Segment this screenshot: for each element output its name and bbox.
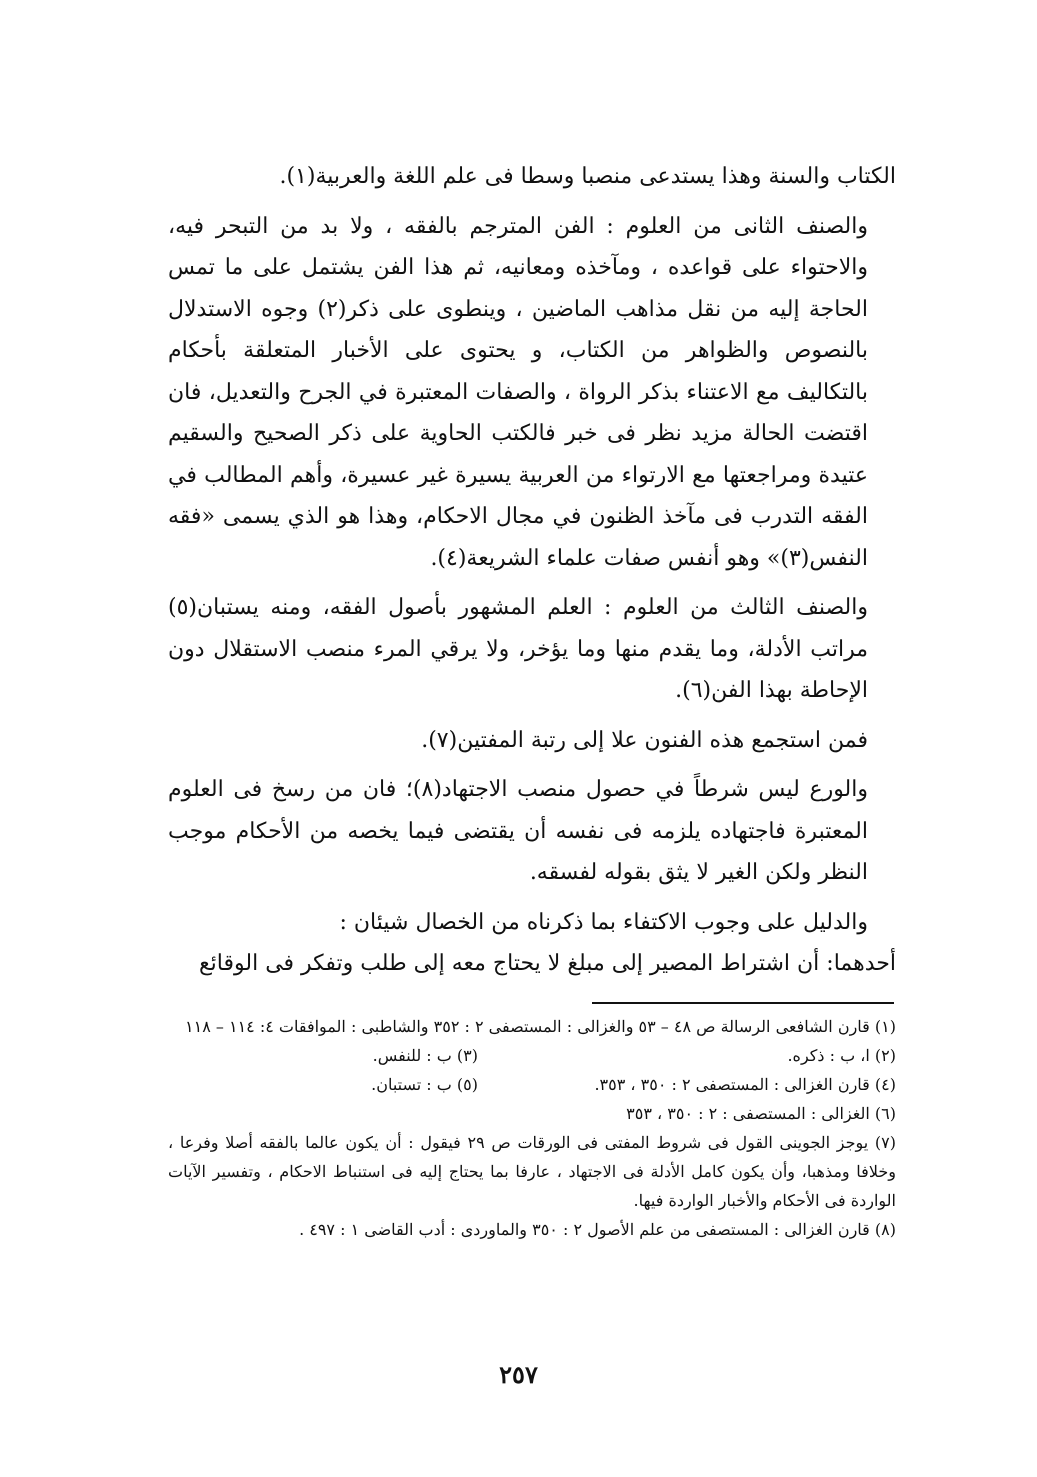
footnote-5: (٥) ب : تستبان. bbox=[371, 1075, 478, 1094]
footnote-separator bbox=[592, 1002, 894, 1004]
paragraph-3: والصنف الثالث من العلوم : العلم المشهور بأصول الفقه، ومنه يستبان(٥) مراتب الأدلة، وما يقدم منها وما يؤخر، ولا يرقي المرء منصب الاستقلال دون الإحاطة بهذا الفن(٦). bbox=[168, 595, 868, 703]
footnote-4: (٤) قارن الغزالى : المستصفى ٢ : ٣٥٠ ، ٣٥٣. bbox=[594, 1075, 896, 1094]
footnote-7: (٧) يوجز الجوينى القول فى شروط المفتى فى الورقات ص ٢٩ فيقول : أن يكون عالما بالفقه أصلا وفرعا ، وخلافا ومذهبا، وأن يكون كامل الأدلة فى الاجتهاد ، عارفا بما يحتاج إليه فى استنباط الاحكام ، وتفسير الآيات الواردة فى الأحكام والأخبار الواردة فيها. bbox=[168, 1133, 897, 1210]
footnote-row-4-5 bbox=[168, 1070, 896, 1099]
footnote-1: (١) قارن الشافعى الرسالة ص ٤٨ – ٥٣ والغزالى : المستصفى ٢ : ٣٥٢ والشاطبى : الموافقات ٤: ١١٤ – ١١٨ bbox=[185, 1017, 896, 1036]
page-number: ٢٥٧ bbox=[499, 1360, 538, 1389]
paragraph-2: والصنف الثانى من العلوم : الفن المترجم بالفقه ، ولا بد من التبحر فيه، والاحتواء على قواعده ، ومآخذه ومعانيه، ثم هذا الفن يشتمل على ما تمس الحاجة إليه من نقل مذاهب الماضين ، وينطوى على ذكر(٢) وجوه الاستدلال بالنصوص والظواهر من الكتاب، و يحتوى على الأخبار المتعلقة بأحكام بالتكاليف مع الاعتناء بذكر الرواة ، والصفات المعتبرة في الجرح والتعديل، فان اقتضت الحالة مزيد نظر فى خبر فالكتب الحاوية على ذكر الصحيح والسقيم عتيدة ومراجعتها مع الارتواء من العربية يسيرة غير عسيرة، وأهم المطالب في الفقه التدرب فى مآخذ الظنون في مجال الاحكام، وهذا هو الذي يسمى «فقه النفس(٣)» وهو أنفس صفات علماء الشريعة(٤). bbox=[168, 213, 868, 571]
footnotes bbox=[168, 1012, 896, 1244]
main-text bbox=[168, 156, 896, 985]
paragraph-1: الكتاب والسنة وهذا يستدعى منصبا وسطا فى علم اللغة والعربية(١). bbox=[279, 164, 896, 189]
footnote-3: (٣) ب : للنفس. bbox=[372, 1046, 478, 1065]
footnote-6: (٦) الغزالى : المستصفى : ٢ : ٣٥٠ ، ٣٥٣ bbox=[626, 1104, 896, 1123]
footnote-2: (٢) ا، ب : ذكره. bbox=[787, 1046, 896, 1065]
paragraph-5: والورع ليس شرطاً في حصول منصب الاجتهاد(٨)؛ فان من رسخ فى العلوم المعتبرة فاجتهاده يلزمه فى نفسه أن يقتضى فيما يخصه من الأحكام موجب النظر ولكن الغير لا يثق بقوله لفسقه. bbox=[168, 777, 869, 885]
paragraph-7: أحدهما: أن اشتراط المصير إلى مبلغ لا يحتاج معه إلى طلب وتفكر فى الوقائع bbox=[198, 951, 896, 976]
paragraph-4: فمن استجمع هذه الفنون علا إلى رتبة المفتين(٧). bbox=[421, 727, 868, 753]
footnote-row-2-3 bbox=[168, 1041, 896, 1070]
footnote-8: (٨) قارن الغزالى : المستصفى من علم الأصول ٢ : ٣٥٠ والماوردى : أدب القاضى ١ : ٤٩٧ . bbox=[299, 1220, 896, 1239]
paragraph-6: والدليل على وجوب الاكتفاء بما ذكرناه من الخصال شيئان : bbox=[339, 909, 868, 935]
